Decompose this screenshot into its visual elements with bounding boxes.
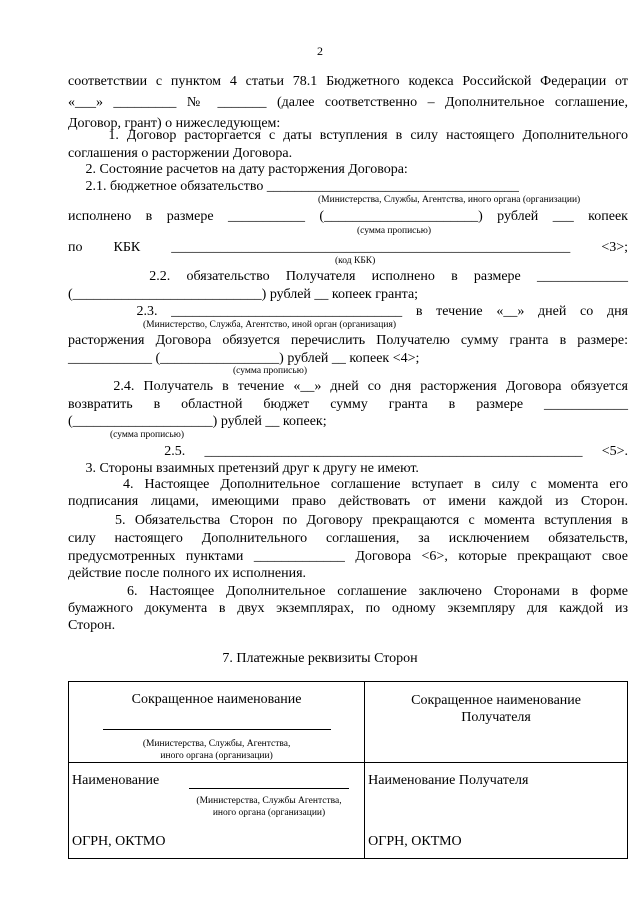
text-line: предусмотренных пунктами _____________ Договора <6>, которые прекращают свое [68, 549, 628, 564]
text-line: 2.4. Получатель в течение «__» дней со дня расторжения Договора обязуется [68, 379, 628, 394]
text-line: 5. Обязательства Сторон по Договору прекращаются с момента вступления в [68, 513, 628, 528]
right-short-name-cell [365, 682, 628, 763]
caption-amount-words: (сумма прописью) [357, 226, 431, 236]
text-line: действие после полного их исполнения. [68, 566, 307, 581]
text-line: силу настоящего Дополнительного соглашения, за исключением обязательств, [68, 531, 628, 546]
text-line: соответствии с пунктом 4 статьи 78.1 Бюджетного кодекса Российской Федерации от [68, 74, 628, 89]
text-line: 6. Настоящее Дополнительное соглашение заключено Сторонами в форме [68, 584, 628, 599]
text-line: по КБК _________________________________________________________ <3>; [68, 240, 628, 255]
text-line: (____________________) рублей __ копеек; [68, 414, 327, 429]
left-name-caption: (Министерства, Службы Агентства, иного органа (организации) [196, 796, 342, 818]
right-ogrn-label: ОГРН, ОКТМО [368, 834, 462, 849]
text-line: 2.1. бюджетное обязательство ____________________________________ [68, 179, 519, 194]
caption-ministry-2-3: (Министерство, Служба, Агентство, иной орган (организация) [143, 320, 396, 330]
right-name-cell [365, 763, 628, 859]
text-line: 4. Настоящее Дополнительное соглашение вступает в силу с момента его [68, 477, 628, 492]
text-line: расторжения Договора обязуется перечислить Получателю сумму гранта в размере: [68, 333, 628, 348]
text-line: соглашения о расторжении Договора. [68, 146, 293, 161]
text-line: бумажного документа в двух экземплярах, по одному экземпляру для каждой из [68, 601, 628, 616]
left-name-label: Наименование [72, 773, 160, 788]
left-short-name-cell [69, 682, 365, 763]
text-line: Договор, грант) о нижеследующем: [68, 116, 281, 131]
caption-amount-words-2-3: (сумма прописью) [233, 366, 307, 376]
text-line: возвратить в областной бюджет сумму гранта в размере ____________ [68, 397, 628, 412]
caption-kbk: (код КБК) [335, 256, 376, 266]
right-name-label: Наименование Получателя [368, 773, 529, 788]
payment-details-table [68, 681, 628, 859]
text-line: 2.2. обязательство Получателя исполнено в размере _____________ [68, 269, 628, 284]
section-title: 7. Платежные реквизиты Сторон [222, 651, 418, 666]
text-line: подписания лицами, имеющими право действовать от имени каждой из Сторон. [68, 494, 628, 509]
text-line: ____________ (_________________) рублей __ копеек <4>; [68, 351, 420, 366]
text-line: 2. Состояние расчетов на дату расторжения Договора: [68, 162, 408, 177]
page-number: 2 [317, 44, 323, 58]
text-line: 2.5. ______________________________________________________ <5>. [68, 444, 628, 459]
text-line: Сторон. [68, 618, 116, 633]
text-line: 3. Стороны взаимных претензий друг к другу не имеют. [68, 461, 419, 476]
signature-line [103, 728, 331, 730]
text-line: исполнено в размере ___________ (______________________) рублей ___ копеек [68, 209, 628, 224]
name-line [189, 787, 349, 789]
text-line: 1. Договор расторгается с даты вступления в силу настоящего Дополнительного [68, 128, 628, 143]
caption-ministry: (Министерства, Службы, Агентства, иного органа (организации) [318, 195, 581, 205]
left-ogrn-label: ОГРН, ОКТМО [72, 834, 166, 849]
left-name-cell [69, 763, 365, 859]
caption-amount-words-2-4: (сумма прописью) [110, 430, 184, 440]
left-short-name-label: Сокращенное наименование [131, 692, 302, 707]
text-line: (___________________________) рублей __ копеек гранта; [68, 287, 419, 302]
text-line: 2.3. _________________________________ в течение «__» дней со дня [68, 304, 628, 319]
right-short-name-label: Сокращенное наименование Получателя [411, 693, 581, 725]
text-line: «___» _________ № _______ (далее соответственно – Дополнительное соглашение, [68, 95, 628, 110]
left-short-caption: (Министерства, Службы, Агентства, иного органа (организации) [142, 739, 291, 761]
